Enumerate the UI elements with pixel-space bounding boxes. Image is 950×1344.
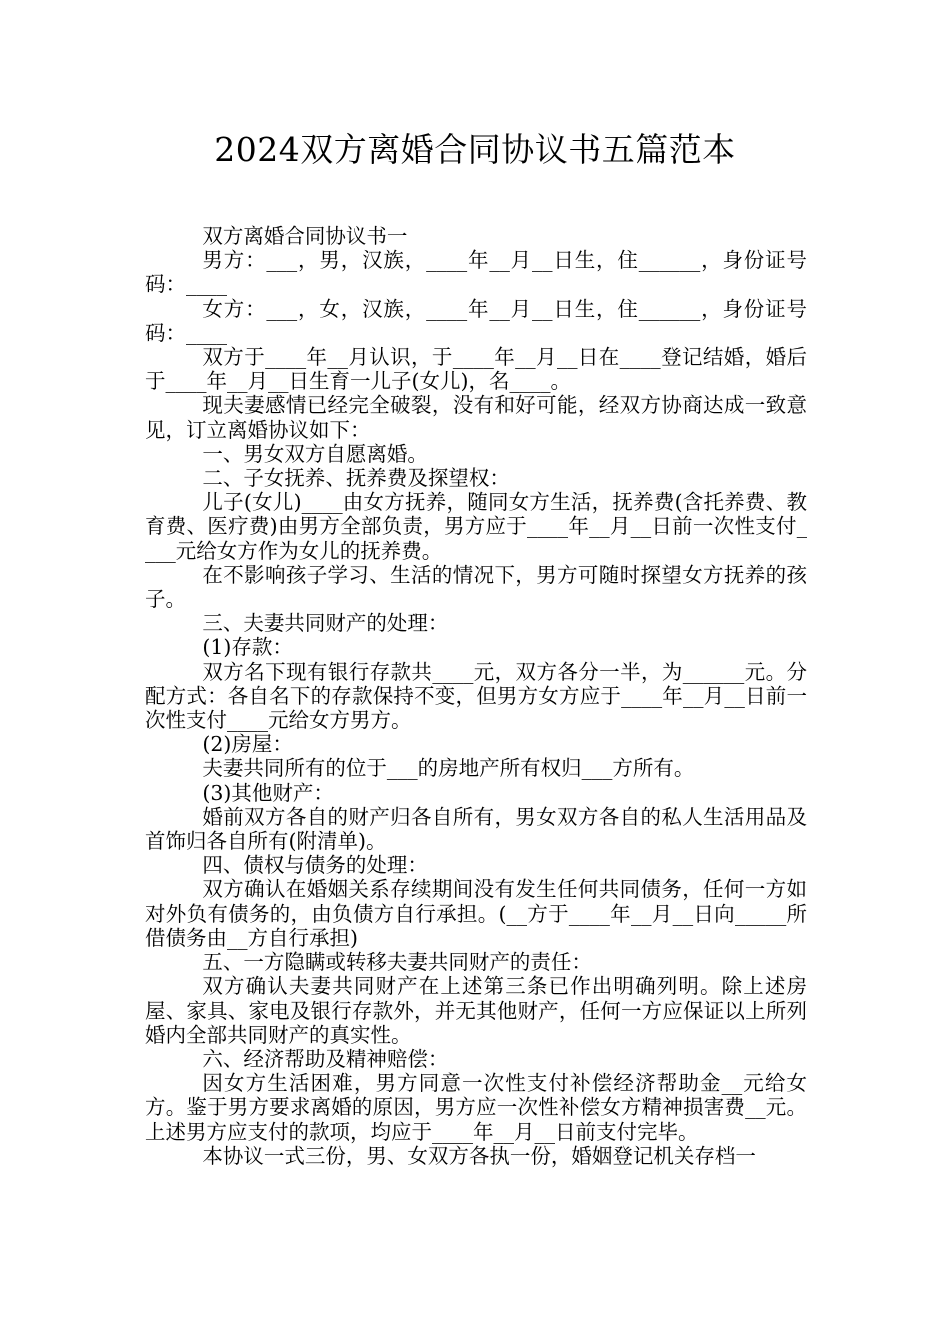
- document-title: 2024双方离婚合同协议书五篇范本: [214, 130, 736, 169]
- other-property-paragraph: 婚前双方各自的财产归各自所有，男女双方各自的私人生活用品及首饰归各自所有(附清单)。: [145, 804, 807, 854]
- clause-heading-2: 二、子女抚养、抚养费及探望权：: [202, 466, 510, 491]
- intro-paragraph: 现夫妻感情已经完全破裂，没有和好可能，经双方协商达成一致意见，订立离婚协议如下：: [145, 393, 807, 442]
- copies-paragraph: 本协议一式三份，男、女双方各执一份，婚姻登记机关存档一: [202, 1143, 756, 1168]
- debts-paragraph: 双方确认在婚姻关系存续期间没有发生任何共同债务，任何一方如对外负有债务的，由负债方自行承担。(__方于____年__月__日向_____所借债务由__方自行承担): [145, 877, 807, 950]
- subheading-other-property: (3)其他财产：: [202, 780, 334, 805]
- visitation-paragraph: 在不影响孩子学习、生活的情况下，男方可随时探望女方抚养的孩子。: [145, 562, 807, 612]
- subheading-deposits: (1)存款：: [202, 635, 293, 660]
- wife-info-paragraph: 女方：___，女，汉族，____年__月__日生，住______，身份证号码：____: [145, 296, 807, 345]
- housing-paragraph: 夫妻共同所有的位于___的房地产所有权归___方所有。: [202, 756, 695, 781]
- clause-heading-4: 四、债权与债务的处理：: [202, 853, 428, 878]
- clause-heading-6: 六、经济帮助及精神赔偿：: [202, 1046, 449, 1071]
- section-heading: 双方离婚合同协议书一: [202, 224, 408, 248]
- clause-heading-5: 五、一方隐瞒或转移夫妻共同财产的责任：: [202, 950, 592, 975]
- child-custody-paragraph: 儿子(女儿)____由女方抚养，随同女方生活，抚养费(含托养费、教育费、医疗费)由男方全部负责，男方应于____年__月__日前一次性支付____元给女方作为女儿的抚养费。: [145, 490, 807, 563]
- compensation-paragraph: 因女方生活困难，男方同意一次性支付补偿经济帮助金__元给女方。鉴于男方要求离婚的原因，男方应一次性补偿女方精神损害费__元。上述男方应支付的款项，均应于____年__月__日前支付完毕。: [145, 1071, 807, 1144]
- deposits-paragraph: 双方名下现有银行存款共____元，双方各分一半，为______元。分配方式：各自名下的存款保持不变，但男方女方应于____年__月__日前一次性支付____元给女方男方。: [145, 659, 807, 733]
- concealment-paragraph: 双方确认夫妻共同财产在上述第三条已作出明确列明。除上述房屋、家具、家电及银行存款外，并无其他财产，任何一方应保证以上所列婚内全部共同财产的真实性。: [145, 974, 807, 1047]
- clause-heading-1: 一、男女双方自愿离婚。: [202, 441, 428, 466]
- husband-info-paragraph: 男方：___，男，汉族，____年__月__日生，住______，身份证号码：____: [145, 248, 807, 297]
- document-body: [145, 224, 807, 1168]
- marriage-history-paragraph: 双方于____年__月认识，于____年__月__日在____登记结婚，婚后于____年__月__日生育一儿子(女儿)，名____。: [145, 345, 807, 394]
- subheading-housing: (2)房屋：: [202, 732, 293, 757]
- clause-heading-3: 三、夫妻共同财产的处理：: [202, 611, 449, 636]
